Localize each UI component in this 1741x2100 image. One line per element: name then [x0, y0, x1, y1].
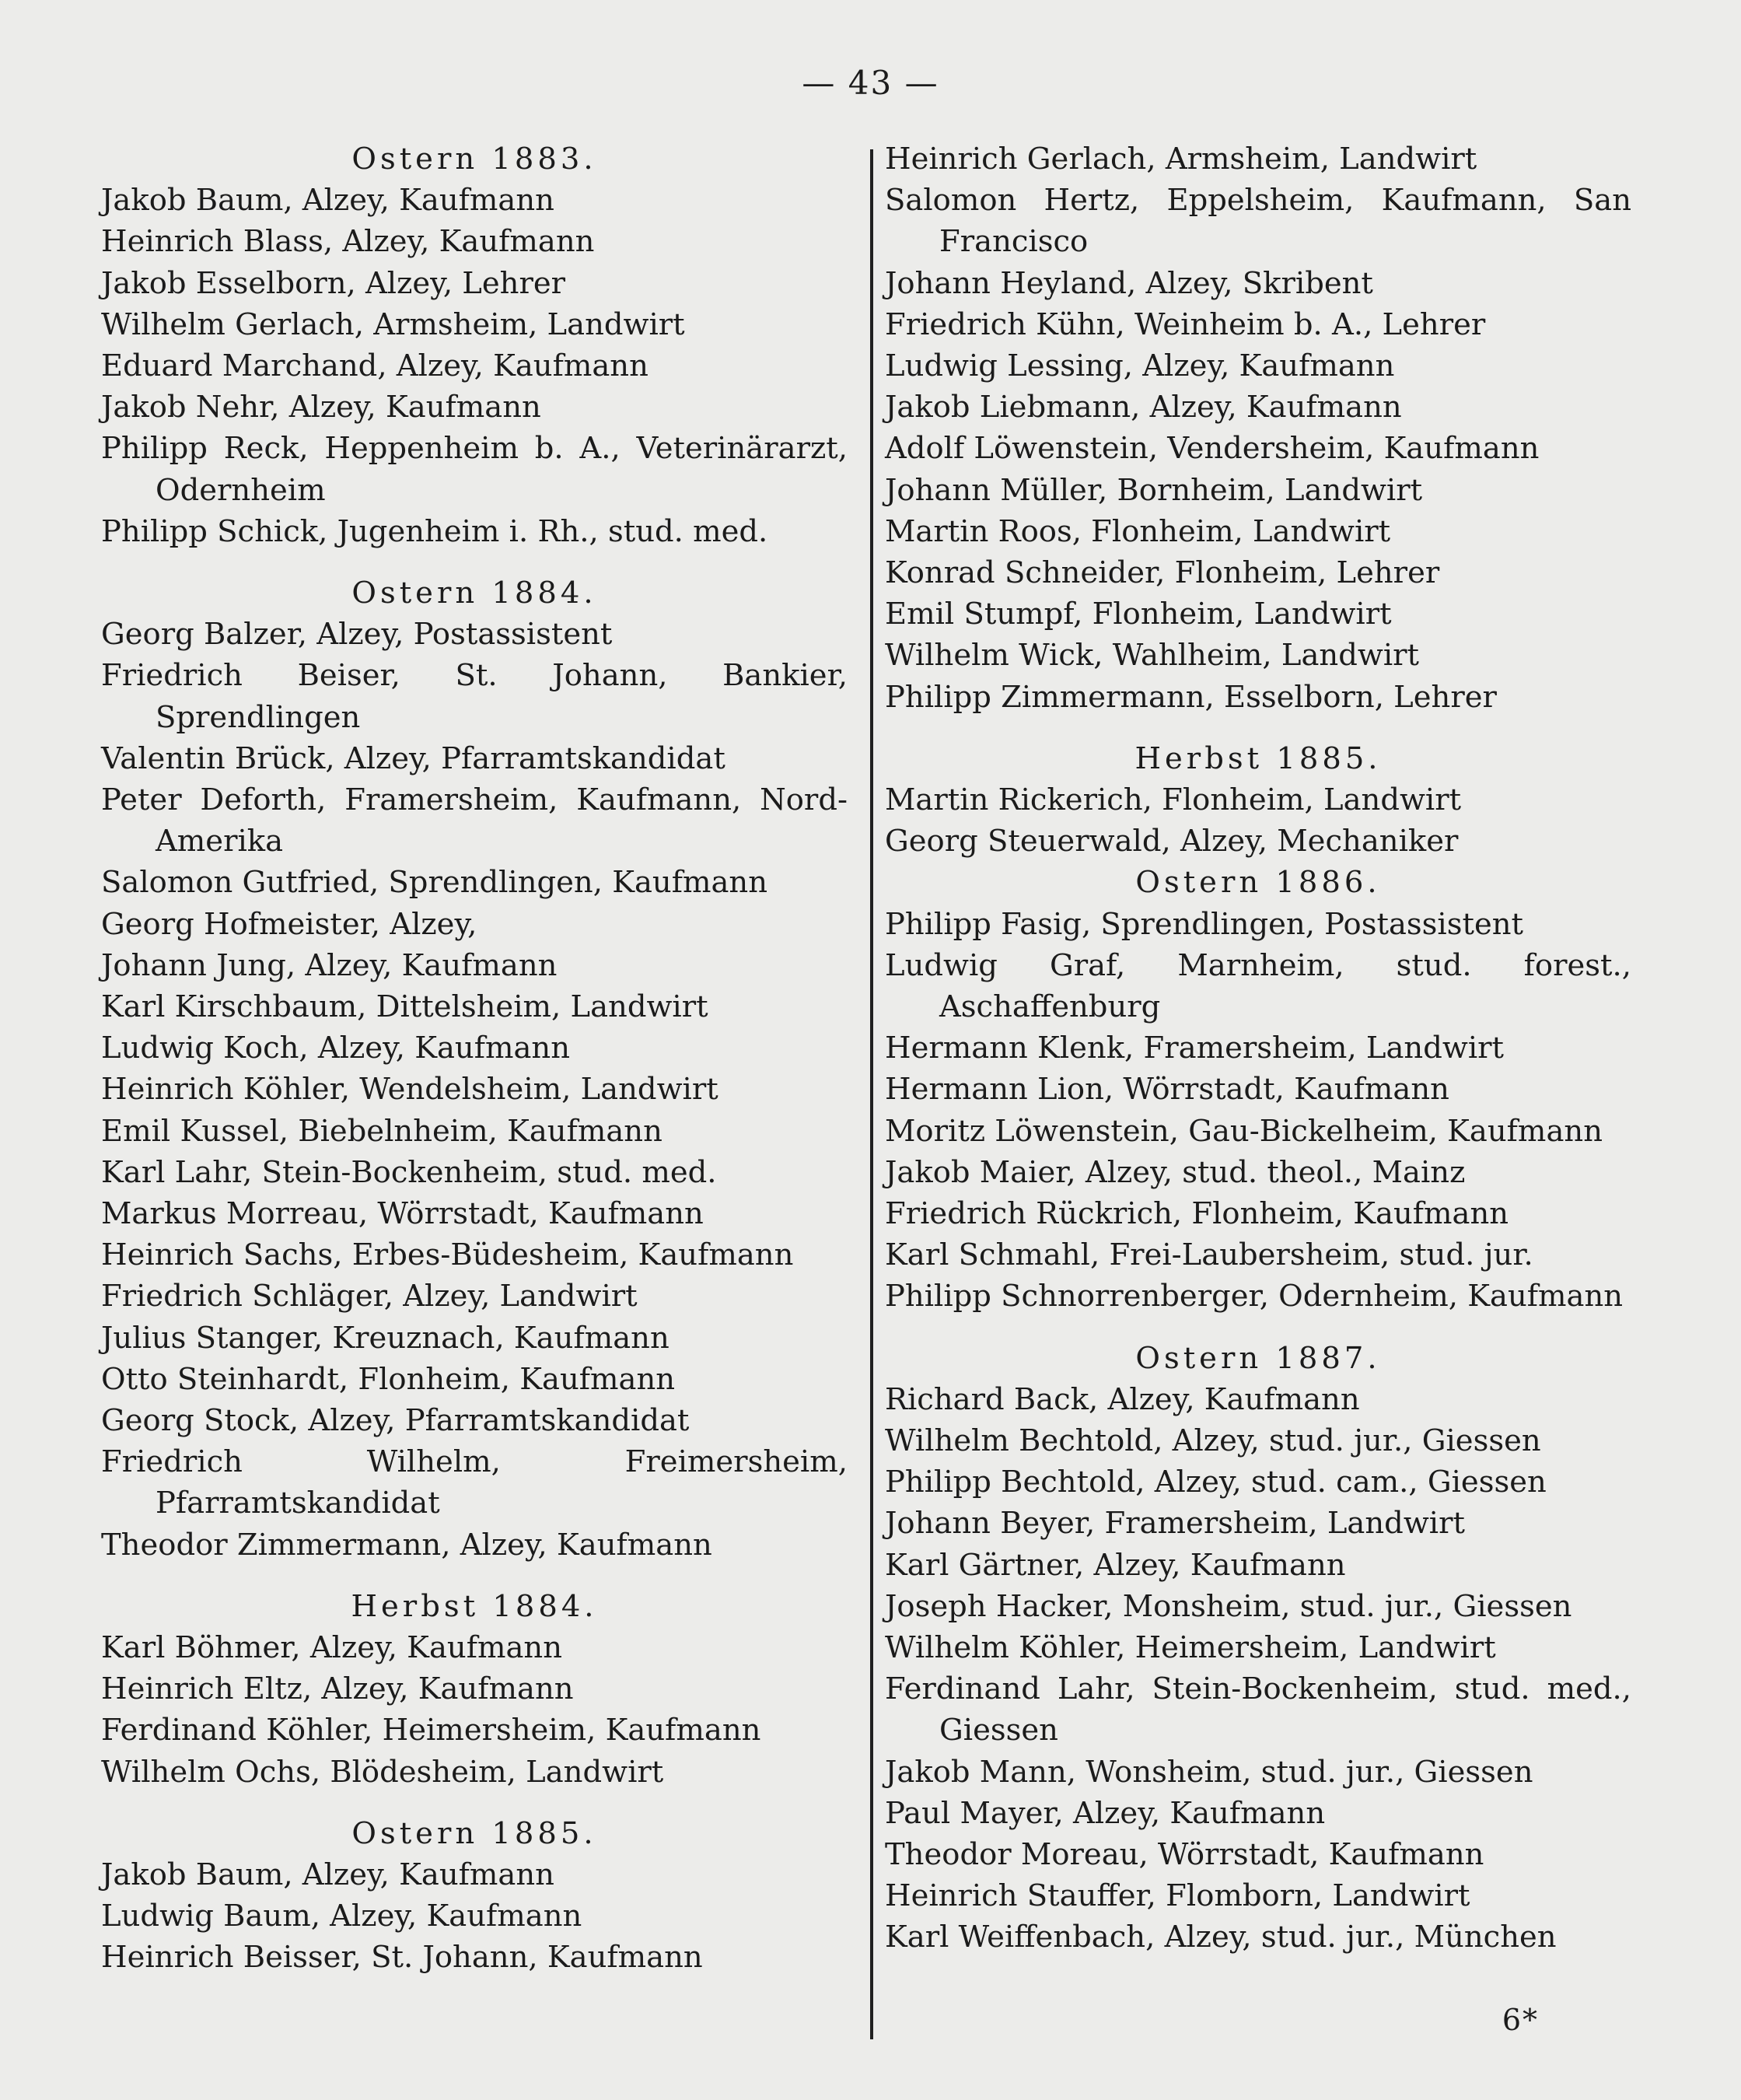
- list-entry: Julius Stanger, Kreuznach, Kaufmann: [101, 1320, 669, 1356]
- list-entry: Karl Lahr, Stein-Bockenheim, stud. med.: [101, 1154, 717, 1190]
- list-entry: Richard Back, Alzey, Kaufmann: [885, 1381, 1360, 1417]
- signature-mark: 6*: [1502, 2003, 1539, 2037]
- section-heading: Ostern 1883.: [351, 142, 597, 177]
- list-entry: Heinrich Köhler, Wendelsheim, Landwirt: [101, 1072, 718, 1108]
- entry-list: [885, 904, 1631, 1318]
- list-entry: Johann Müller, Bornheim, Landwirt: [885, 472, 1423, 508]
- spacer: [101, 552, 848, 572]
- list-entry: Jakob Esselborn, Alzey, Lehrer: [101, 265, 566, 301]
- column-divider: [870, 149, 873, 2039]
- list-entry: Otto Steinhardt, Flonheim, Kaufmann: [101, 1361, 676, 1397]
- list-entry: Philipp Bechtold, Alzey, stud. cam., Giessen: [885, 1465, 1547, 1500]
- list-entry: Paul Mayer, Alzey, Kaufmann: [885, 1795, 1326, 1831]
- list-entry: Philipp Schnorrenberger, Odernheim, Kaufmann: [885, 1279, 1624, 1314]
- list-entry: Heinrich Sachs, Erbes-Büdesheim, Kaufmann: [101, 1237, 794, 1273]
- list-entry: Ferdinand Lahr, Stein-Bockenheim, stud. med., Giessen: [885, 1671, 1631, 1748]
- list-entry: Heinrich Beisser, St. Johann, Kaufmann: [101, 1940, 703, 1976]
- list-entry: Eduard Marchand, Alzey, Kaufmann: [101, 348, 649, 383]
- list-entry: Moritz Löwenstein, Gau-Bickelheim, Kaufmann: [885, 1113, 1603, 1149]
- list-entry: Hermann Klenk, Framersheim, Landwirt: [885, 1031, 1505, 1066]
- entry-list: [885, 779, 1631, 862]
- list-entry: Friedrich Wilhelm, Freimersheim, Pfarramtskandidat: [101, 1444, 848, 1521]
- list-entry: Georg Stock, Alzey, Pfarramtskandidat: [101, 1403, 690, 1439]
- list-entry: Friedrich Rückrich, Flonheim, Kaufmann: [885, 1196, 1509, 1232]
- list-entry: Jakob Baum, Alzey, Kaufmann: [101, 183, 554, 219]
- list-entry: Konrad Schneider, Flonheim, Lehrer: [885, 555, 1440, 591]
- list-entry: Hermann Lion, Wörrstadt, Kaufmann: [885, 1072, 1449, 1108]
- list-entry: Ferdinand Köhler, Heimersheim, Kaufmann: [101, 1713, 761, 1748]
- list-entry: Ludwig Koch, Alzey, Kaufmann: [101, 1031, 571, 1066]
- list-entry: Heinrich Blass, Alzey, Kaufmann: [101, 224, 595, 260]
- list-entry: Philipp Schick, Jugenheim i. Rh., stud. med.: [101, 513, 768, 549]
- section-heading: Ostern 1884.: [351, 576, 597, 611]
- list-entry: Joseph Hacker, Monsheim, stud. jur., Giessen: [885, 1588, 1572, 1624]
- list-entry: Valentin Brück, Alzey, Pfarramtskandidat: [101, 740, 725, 776]
- list-entry: Johann Heyland, Alzey, Skribent: [885, 265, 1373, 301]
- right-column: [885, 138, 1631, 1958]
- list-entry: Ludwig Baum, Alzey, Kaufmann: [101, 1899, 582, 1934]
- entry-list: [885, 138, 1631, 718]
- list-entry: Wilhelm Köhler, Heimersheim, Landwirt: [885, 1630, 1496, 1666]
- list-entry: Johann Beyer, Framersheim, Landwirt: [885, 1506, 1465, 1542]
- entry-list: [101, 1627, 848, 1793]
- list-entry: Georg Hofmeister, Alzey,: [101, 906, 477, 942]
- list-entry: Martin Rickerich, Flonheim, Landwirt: [885, 782, 1462, 818]
- list-entry: Karl Gärtner, Alzey, Kaufmann: [885, 1547, 1346, 1583]
- entry-list: [101, 614, 848, 1566]
- left-column: [101, 138, 848, 1979]
- list-entry: Georg Balzer, Alzey, Postassistent: [101, 617, 613, 653]
- list-entry: Karl Schmahl, Frei-Laubersheim, stud. jur.: [885, 1237, 1533, 1273]
- list-entry: Karl Weiffenbach, Alzey, stud. jur., München: [885, 1920, 1557, 1955]
- section-heading: Ostern 1885.: [351, 1815, 597, 1851]
- list-entry: Ludwig Lessing, Alzey, Kaufmann: [885, 348, 1395, 384]
- list-entry: Jakob Baum, Alzey, Kaufmann: [101, 1857, 554, 1893]
- list-entry: Friedrich Kühn, Weinheim b. A., Lehrer: [885, 306, 1486, 342]
- entry-list: [101, 1854, 848, 1979]
- entry-list: [885, 1379, 1631, 1958]
- list-entry: Markus Morreau, Wörrstadt, Kaufmann: [101, 1196, 704, 1232]
- list-entry: Wilhelm Gerlach, Armsheim, Landwirt: [101, 306, 685, 342]
- list-entry: Johann Jung, Alzey, Kaufmann: [101, 947, 558, 983]
- spacer: [885, 1318, 1631, 1338]
- list-entry: Peter Deforth, Framersheim, Kaufmann, Nord-Amerika: [101, 782, 848, 859]
- list-entry: Martin Roos, Flonheim, Landwirt: [885, 513, 1391, 549]
- list-entry: Jakob Maier, Alzey, stud. theol., Mainz: [885, 1154, 1466, 1190]
- list-entry: Philipp Reck, Heppenheim b. A., Veterinärarzt, Odernheim: [101, 431, 848, 508]
- list-entry: Philipp Fasig, Sprendlingen, Postassistent: [885, 906, 1524, 942]
- list-entry: Ludwig Graf, Marnheim, stud. forest., Aschaffenburg: [885, 947, 1631, 1025]
- list-entry: Karl Böhmer, Alzey, Kaufmann: [101, 1630, 562, 1666]
- list-entry: Wilhelm Bechtold, Alzey, stud. jur., Giessen: [885, 1423, 1541, 1459]
- section-heading: Herbst 1884.: [351, 1588, 598, 1624]
- list-entry: Heinrich Stauffer, Flomborn, Landwirt: [885, 1878, 1470, 1914]
- list-entry: Jakob Mann, Wonsheim, stud. jur., Giessen: [885, 1754, 1533, 1790]
- list-entry: Theodor Zimmermann, Alzey, Kaufmann: [101, 1527, 712, 1563]
- list-entry: Wilhelm Ochs, Blödesheim, Landwirt: [101, 1754, 664, 1790]
- list-entry: Karl Kirschbaum, Dittelsheim, Landwirt: [101, 989, 708, 1025]
- list-entry: Adolf Löwenstein, Vendersheim, Kaufmann: [885, 431, 1540, 467]
- list-entry: Philipp Zimmermann, Esselborn, Lehrer: [885, 679, 1497, 715]
- list-entry: Jakob Liebmann, Alzey, Kaufmann: [885, 390, 1402, 425]
- spacer: [885, 718, 1631, 738]
- section-heading: Herbst 1885.: [1134, 740, 1382, 776]
- section-heading: Ostern 1886.: [1135, 865, 1381, 901]
- list-entry: Heinrich Gerlach, Armsheim, Landwirt: [885, 142, 1477, 177]
- list-entry: Heinrich Eltz, Alzey, Kaufmann: [101, 1671, 574, 1707]
- page-number: — 43 —: [802, 64, 939, 102]
- list-entry: Friedrich Schläger, Alzey, Landwirt: [101, 1279, 638, 1314]
- spacer: [101, 1793, 848, 1813]
- spacer: [101, 1566, 848, 1586]
- list-entry: Salomon Gutfried, Sprendlingen, Kaufmann: [101, 865, 768, 901]
- list-entry: Georg Steuerwald, Alzey, Mechaniker: [885, 824, 1459, 859]
- section-heading: Ostern 1887.: [1135, 1340, 1381, 1376]
- list-entry: Friedrich Beiser, St. Johann, Bankier, Sprendlingen: [101, 658, 848, 735]
- list-entry: Emil Stumpf, Flonheim, Landwirt: [885, 597, 1392, 632]
- list-entry: Wilhelm Wick, Wahlheim, Landwirt: [885, 638, 1420, 674]
- list-entry: Theodor Moreau, Wörrstadt, Kaufmann: [885, 1837, 1484, 1873]
- list-entry: Jakob Nehr, Alzey, Kaufmann: [101, 390, 541, 425]
- list-entry: Emil Kussel, Biebelnheim, Kaufmann: [101, 1113, 662, 1149]
- list-entry: Salomon Hertz, Eppelsheim, Kaufmann, San Francisco: [885, 183, 1631, 260]
- entry-list: [101, 180, 848, 552]
